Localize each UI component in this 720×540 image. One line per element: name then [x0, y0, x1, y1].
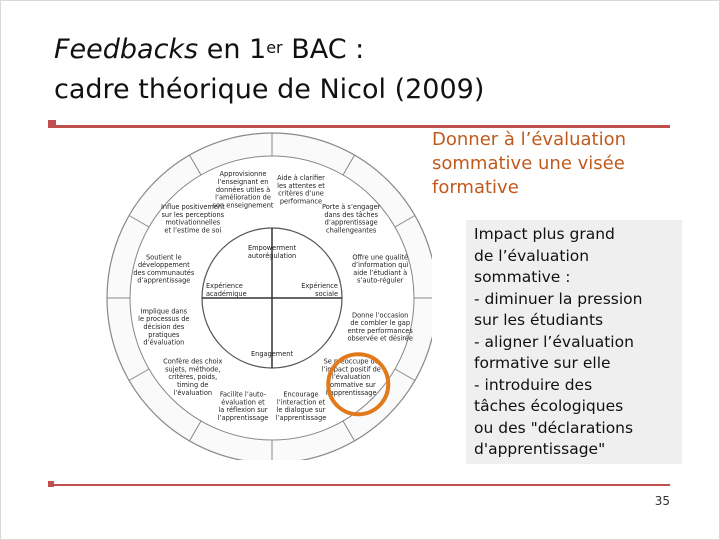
wheel-segment-line: décision des — [143, 322, 185, 331]
wheel-segment-line: l’apprentissage — [217, 413, 269, 422]
orange-heading: Donner à l’évaluation sommative une visée formative — [432, 129, 627, 198]
wheel-segment-line: évaluation et — [221, 398, 265, 407]
wheel-segment-line: Aide à clarifier — [277, 174, 325, 183]
wheel-segment-line: motivationnelles — [165, 218, 221, 227]
wheel-segment-line: développement — [137, 261, 190, 270]
title-part-2: BAC : — [282, 34, 365, 65]
wheel-segment-line: critères d’une — [278, 189, 324, 198]
wheel-segment-text — [138, 307, 189, 346]
center-label-left-line: Expérience — [206, 282, 243, 290]
wheel-segment-line: l’évaluation — [331, 373, 371, 382]
wheel-segment-line: l’apprentissage — [325, 388, 377, 397]
wheel-segment-line: Implique dans — [140, 307, 188, 316]
wheel-segment-line: l’enseignant en — [217, 178, 269, 187]
wheel-segment-text — [322, 203, 381, 234]
wheel-segment-line: son enseignement — [212, 201, 274, 210]
wheel-segment-line: timing de — [177, 380, 209, 389]
wheel-segment-line: performance — [279, 197, 323, 206]
center-label-left — [206, 282, 247, 298]
wheel-segment-text — [352, 253, 409, 284]
wheel-segment-text — [347, 311, 413, 342]
slide-title — [54, 30, 674, 110]
wheel-segment-line: d’évaluation — [143, 338, 185, 347]
wheel-segment-line: Offre une qualité — [352, 253, 409, 262]
wheel-segment-text — [218, 390, 269, 421]
nicol-wheel-diagram — [57, 128, 432, 460]
wheel-segment-line: sur les perceptions — [161, 210, 225, 219]
wheel-segment-line: Confère des choix — [163, 357, 223, 366]
center-label-left-line: académique — [206, 290, 247, 298]
center-label-right-line: Expérience — [301, 282, 338, 290]
title-italic: Feedbacks — [54, 34, 199, 65]
wheel-segment-line: l’interaction et — [276, 398, 326, 407]
wheel-segment-line: s’auto-réguler — [356, 276, 404, 285]
wheel-segment-line: les attentes et — [277, 181, 325, 190]
wheel-segment-text — [277, 174, 325, 205]
wheel-segment-line: observée et désirée — [347, 334, 413, 343]
wheel-segment-line: pratiques — [148, 330, 180, 339]
title-line-1 — [54, 30, 674, 70]
center-label-bottom — [251, 350, 293, 358]
wheel-segment-line: le dialogue sur — [276, 406, 326, 415]
center-label-right-line: sociale — [315, 290, 338, 298]
center-label-bottom-line: Engagement — [250, 350, 294, 358]
wheel-segment-line: des communautés — [133, 268, 195, 277]
wheel-segment-line: données utiles à — [215, 185, 271, 194]
wheel-segment-line: l’apprentissage — [275, 413, 327, 422]
center-label-top-line: autorégulation — [247, 252, 297, 260]
wheel-segment-line: l’amélioration de — [215, 193, 271, 202]
wheel-segment-line: critères, poids, — [168, 373, 218, 382]
wheel-segment-line: Donne l’occasion — [352, 311, 409, 320]
wheel-segment-line: d’apprentissage — [137, 276, 191, 285]
wheel-segment-line: Influe positivement — [160, 203, 225, 212]
footer-rule — [48, 484, 670, 486]
wheel-segment-line: sommative sur — [326, 380, 376, 389]
wheel-segment-line: Porte à s’engager — [322, 203, 381, 212]
wheel-segment-line: dans des tâches — [324, 210, 379, 219]
wheel-segment-line: et l’estime de soi — [164, 226, 222, 235]
title-line-2: cadre théorique de Nicol (2009) — [54, 74, 485, 105]
wheel-segment-line: entre performances — [347, 326, 413, 335]
wheel-segment-line: Se préoccupe de — [323, 357, 379, 366]
wheel-segment-line: de combler le gap — [350, 319, 411, 328]
title-part: en 1 — [198, 34, 267, 65]
wheel-segment-line: l’évaluation — [173, 388, 213, 397]
wheel-segment-line: l’impact positif de — [321, 365, 381, 374]
center-label-top-line: Empowerment — [247, 244, 297, 252]
wheel-segment-line: le processus de — [138, 315, 190, 324]
title-superscript: er — [266, 38, 283, 57]
wheel-segment-line: d’apprentissage — [324, 218, 378, 227]
center-label-top — [248, 244, 297, 260]
impact-text: Impact plus grand de l’évaluation sommative : - diminuer la pression sur les étudiants - aligner l’évaluation formative sur elle - introduire des tâches écologiques ou des "déclarations d'apprentissage" — [474, 225, 643, 458]
wheel-segment-line: Soutient le — [146, 253, 182, 262]
wheel-segment-line: aide l’étudiant à — [353, 268, 408, 277]
impact-box — [466, 220, 682, 464]
wheel-segment-line: Encourage — [283, 390, 319, 399]
page-number: 35 — [654, 494, 670, 508]
wheel-segment-text — [213, 170, 274, 209]
wheel-segment-line: challengeantes — [326, 226, 377, 235]
wheel-segment-line: sujets, méthode, — [165, 365, 221, 374]
wheel-segment-line: Facilite l’auto- — [219, 390, 267, 399]
wheel-segment-line: la réflexion sur — [218, 406, 268, 415]
wheel-segment-line: d’information qui — [351, 261, 409, 270]
wheel-segment-line: Approvisionne — [219, 170, 267, 179]
